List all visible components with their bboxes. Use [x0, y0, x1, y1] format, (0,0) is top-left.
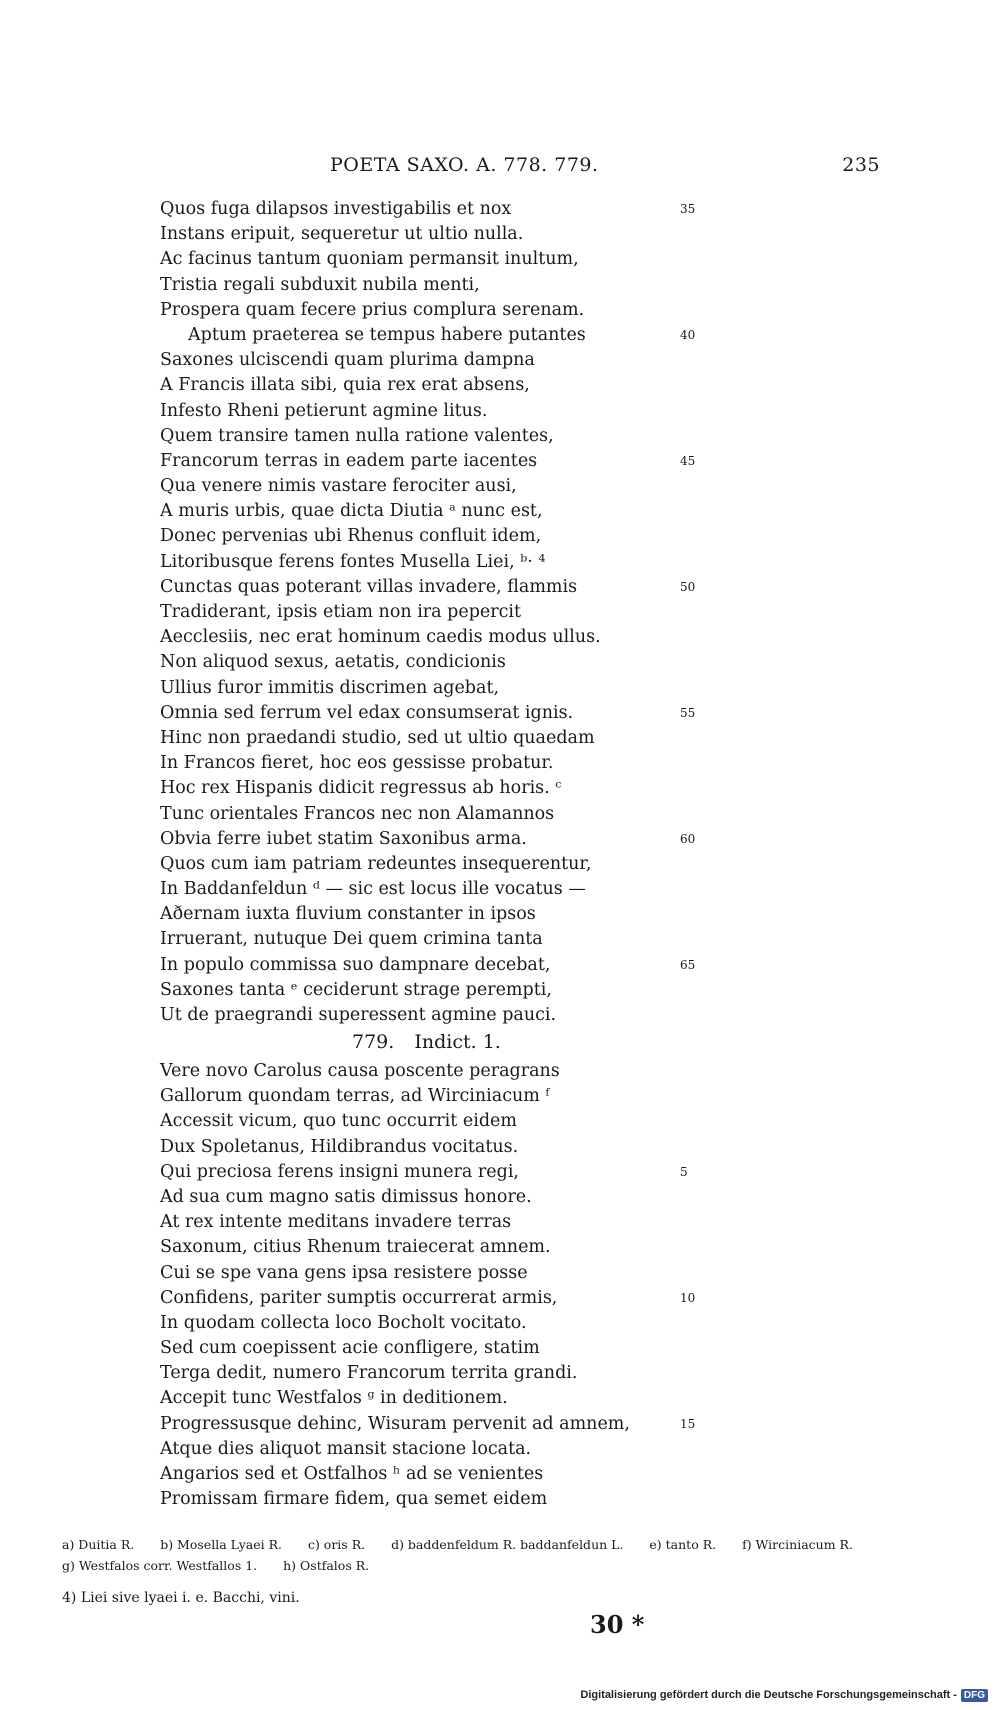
apparatus-note: a) Duitia R.: [62, 1537, 135, 1552]
verse-line: [160, 827, 720, 852]
commentary-footnote: 4) Liei sive lyaei i. e. Bacchi, vini.: [62, 1590, 300, 1606]
apparatus-note: e) tanto R.: [649, 1537, 717, 1552]
line-number: 10: [680, 1290, 696, 1305]
apparatus-note: g) Westfalos corr. Westfallos 1.: [62, 1558, 258, 1573]
verse-line: [160, 751, 720, 776]
section-heading-779: [352, 1031, 501, 1053]
verse-text: Prospera quam fecere prius complura serenam.: [160, 299, 585, 320]
verse-text: Tunc orientales Francos nec non Alamannos: [160, 803, 555, 824]
verse-text: Promissam firmare fidem, qua semet eidem: [160, 1489, 548, 1510]
verse-text: Saxones ulciscendi quam plurima dampna: [160, 350, 535, 371]
verse-line: [160, 1412, 720, 1437]
verse-text: Aecclesiis, nec erat hominum caedis modus ullus.: [160, 627, 601, 648]
verse-text: A Francis illata sibi, quia rex erat absens,: [160, 375, 530, 396]
verse-text: Ut de praegrandi superessent agmine pauci.: [160, 1005, 557, 1025]
verse-block-778: [160, 197, 720, 1028]
verse-line: [160, 650, 720, 675]
running-title: POETA SAXO. A. 778. 779.: [330, 154, 599, 176]
verse-text: Angarios sed et Ostfalhos ʰ ad se venientes: [160, 1464, 544, 1484]
verse-text: Omnia sed ferrum vel edax consumserat ignis.: [160, 702, 574, 723]
section-indiction: Indict. 1.: [414, 1031, 501, 1053]
critical-apparatus: [62, 1534, 892, 1576]
verse-line: [160, 222, 720, 247]
verse-line: [160, 802, 720, 827]
verse-text: Litoribusque ferens fontes Musella Liei, ᵇ· ⁴: [160, 551, 546, 572]
verse-line: [160, 676, 720, 701]
verse-text: Quos fuga dilapsos investigabilis et nox: [160, 199, 512, 219]
verse-line: [160, 927, 720, 952]
verse-line: [160, 323, 720, 348]
verse-text: Hoc rex Hispanis didicit regressus ab horis. ᶜ: [160, 778, 562, 799]
verse-line: [160, 1386, 720, 1411]
verse-text: In Francos fieret, hoc eos gessisse probatur.: [160, 753, 554, 774]
verse-line: [160, 1109, 720, 1134]
verse-text: Qui preciosa ferens insigni munera regi,: [160, 1161, 519, 1182]
apparatus-note: f) Wirciniacum R.: [742, 1537, 853, 1552]
verse-line: [160, 726, 720, 751]
verse-line: [160, 1003, 720, 1028]
verse-text: In Baddanfeldun ᵈ — sic est locus ille vocatus —: [160, 879, 586, 900]
verse-line: [160, 1487, 720, 1512]
verse-text: Infesto Rheni petierunt agmine litus.: [160, 400, 488, 421]
verse-line: [160, 575, 720, 600]
verse-text: Dux Spoletanus, Hildibrandus vocitatus.: [160, 1136, 519, 1157]
verse-text: Irruerant, nutuque Dei quem crimina tanta: [160, 929, 543, 950]
verse-line: [160, 1311, 720, 1336]
verse-text: In quodam collecta loco Bocholt vocitato.: [160, 1312, 527, 1333]
verse-line: [160, 399, 720, 424]
verse-text: Vere novo Carolus causa poscente peragrans: [160, 1061, 560, 1081]
verse-line: [160, 978, 720, 1003]
verse-line: [160, 424, 720, 449]
verse-block-779: [160, 1059, 720, 1512]
credit-text: Digitalisierung gefördert durch die Deutsche Forschungsgemeinschaft -: [580, 1689, 957, 1701]
verse-text: Qua venere nimis vastare ferociter ausi,: [160, 476, 517, 497]
line-number: 35: [680, 202, 696, 216]
apparatus-note: h) Ostfalos R.: [283, 1558, 370, 1573]
verse-line: [160, 298, 720, 323]
line-number: 45: [680, 453, 696, 468]
verse-line: [160, 197, 720, 222]
signature-mark: 30 *: [590, 1610, 645, 1639]
verse-line: [160, 1235, 720, 1260]
verse-text: Cunctas quas poterant villas invadere, flammis: [160, 576, 578, 597]
verse-text: Quos cum iam patriam redeuntes insequerentur,: [160, 853, 592, 874]
line-number: 55: [680, 705, 696, 720]
verse-line: [160, 1210, 720, 1235]
verse-line: [160, 247, 720, 272]
verse-text: Terga dedit, numero Francorum territa grandi.: [160, 1363, 578, 1384]
verse-text: Cui se spe vana gens ipsa resistere posse: [160, 1262, 528, 1283]
verse-text: Accessit vicum, quo tunc occurrit eidem: [160, 1111, 517, 1132]
verse-text: Non aliquod sexus, aetatis, condicionis: [160, 652, 506, 673]
verse-line: [160, 1361, 720, 1386]
verse-text: Obvia ferre iubet statim Saxonibus arma.: [160, 828, 527, 849]
verse-line: [160, 373, 720, 398]
verse-text: Gallorum quondam terras, ad Wirciniacum ᶠ: [160, 1086, 550, 1107]
apparatus-note: d) baddenfeldum R. baddanfeldun L.: [391, 1537, 624, 1552]
verse-line: [160, 852, 720, 877]
dfg-logo: DFG: [961, 1689, 988, 1702]
verse-line: [160, 273, 720, 298]
verse-line: [160, 1261, 720, 1286]
verse-text: Aðernam iuxta fluvium constanter in ipsos: [160, 904, 536, 925]
verse-text: Ullius furor immitis discrimen agebat,: [160, 677, 500, 698]
line-number: 15: [680, 1416, 696, 1431]
verse-text: In populo commissa suo dampnare decebat,: [160, 954, 551, 975]
verse-line: [160, 550, 720, 575]
verse-text: Accepit tunc Westfalos ᵍ in deditionem.: [160, 1388, 508, 1409]
verse-line: [160, 877, 720, 902]
verse-line: [160, 902, 720, 927]
verse-text: Tradiderant, ipsis etiam non ira pepercit: [160, 602, 522, 622]
section-year: 779.: [352, 1031, 395, 1053]
verse-line: [160, 600, 720, 625]
verse-text: Atque dies aliquot mansit stacione locata.: [160, 1438, 532, 1459]
verse-text: Sed cum coepissent acie confligere, statim: [160, 1338, 540, 1359]
verse-text: Ad sua cum magno satis dimissus honore.: [160, 1186, 532, 1207]
line-number: 5: [680, 1164, 688, 1179]
verse-line: [160, 449, 720, 474]
verse-line: [160, 474, 720, 499]
verse-line: [160, 1462, 720, 1487]
verse-line: [160, 524, 720, 549]
verse-line: [160, 1336, 720, 1361]
verse-text: Confidens, pariter sumptis occurrerat armis,: [160, 1287, 558, 1308]
verse-line: [160, 1084, 720, 1109]
digitization-credit: [580, 1686, 988, 1704]
line-number: 50: [680, 579, 696, 594]
verse-line: [160, 953, 720, 978]
verse-line: [160, 1286, 720, 1311]
verse-text: Saxonum, citius Rhenum traiecerat amnem.: [160, 1237, 551, 1258]
verse-line: [160, 776, 720, 801]
line-number: 60: [680, 831, 696, 846]
verse-text: Ac facinus tantum quoniam permansit inultum,: [160, 249, 579, 270]
verse-text: Aptum praeterea se tempus habere putantes: [188, 324, 586, 345]
verse-line: [160, 1135, 720, 1160]
verse-line: [160, 1059, 720, 1084]
verse-line: [160, 499, 720, 524]
verse-text: Instans eripuit, sequeretur ut ultio nulla.: [160, 224, 524, 245]
verse-text: Hinc non praedandi studio, sed ut ultio quaedam: [160, 727, 595, 748]
verse-line: [160, 1437, 720, 1462]
verse-text: Quem transire tamen nulla ratione valentes,: [160, 425, 554, 446]
apparatus-note: b) Mosella Lyaei R.: [160, 1537, 282, 1552]
verse-line: [160, 1160, 720, 1185]
verse-text: A muris urbis, quae dicta Diutia ᵃ nunc est,: [160, 501, 543, 522]
verse-text: Francorum terras in eadem parte iacentes: [160, 450, 538, 471]
line-number: 40: [680, 327, 696, 342]
line-number: 65: [680, 957, 696, 972]
apparatus-note: c) oris R.: [307, 1537, 366, 1552]
verse-line: [160, 348, 720, 373]
verse-text: Progressusque dehinc, Wisuram pervenit ad amnem,: [160, 1413, 630, 1434]
verse-line: [160, 625, 720, 650]
verse-text: Saxones tanta ᵉ ceciderunt strage perempti,: [160, 979, 552, 1000]
verse-text: Donec pervenias ubi Rhenus confluit idem,: [160, 526, 542, 547]
verse-line: [160, 1185, 720, 1210]
page-header: [330, 154, 880, 178]
verse-text: Tristia regali subduxit nubila menti,: [160, 274, 480, 295]
verse-text: At rex intente meditans invadere terras: [160, 1212, 512, 1233]
page-number: 235: [842, 154, 880, 176]
verse-line: [160, 701, 720, 726]
